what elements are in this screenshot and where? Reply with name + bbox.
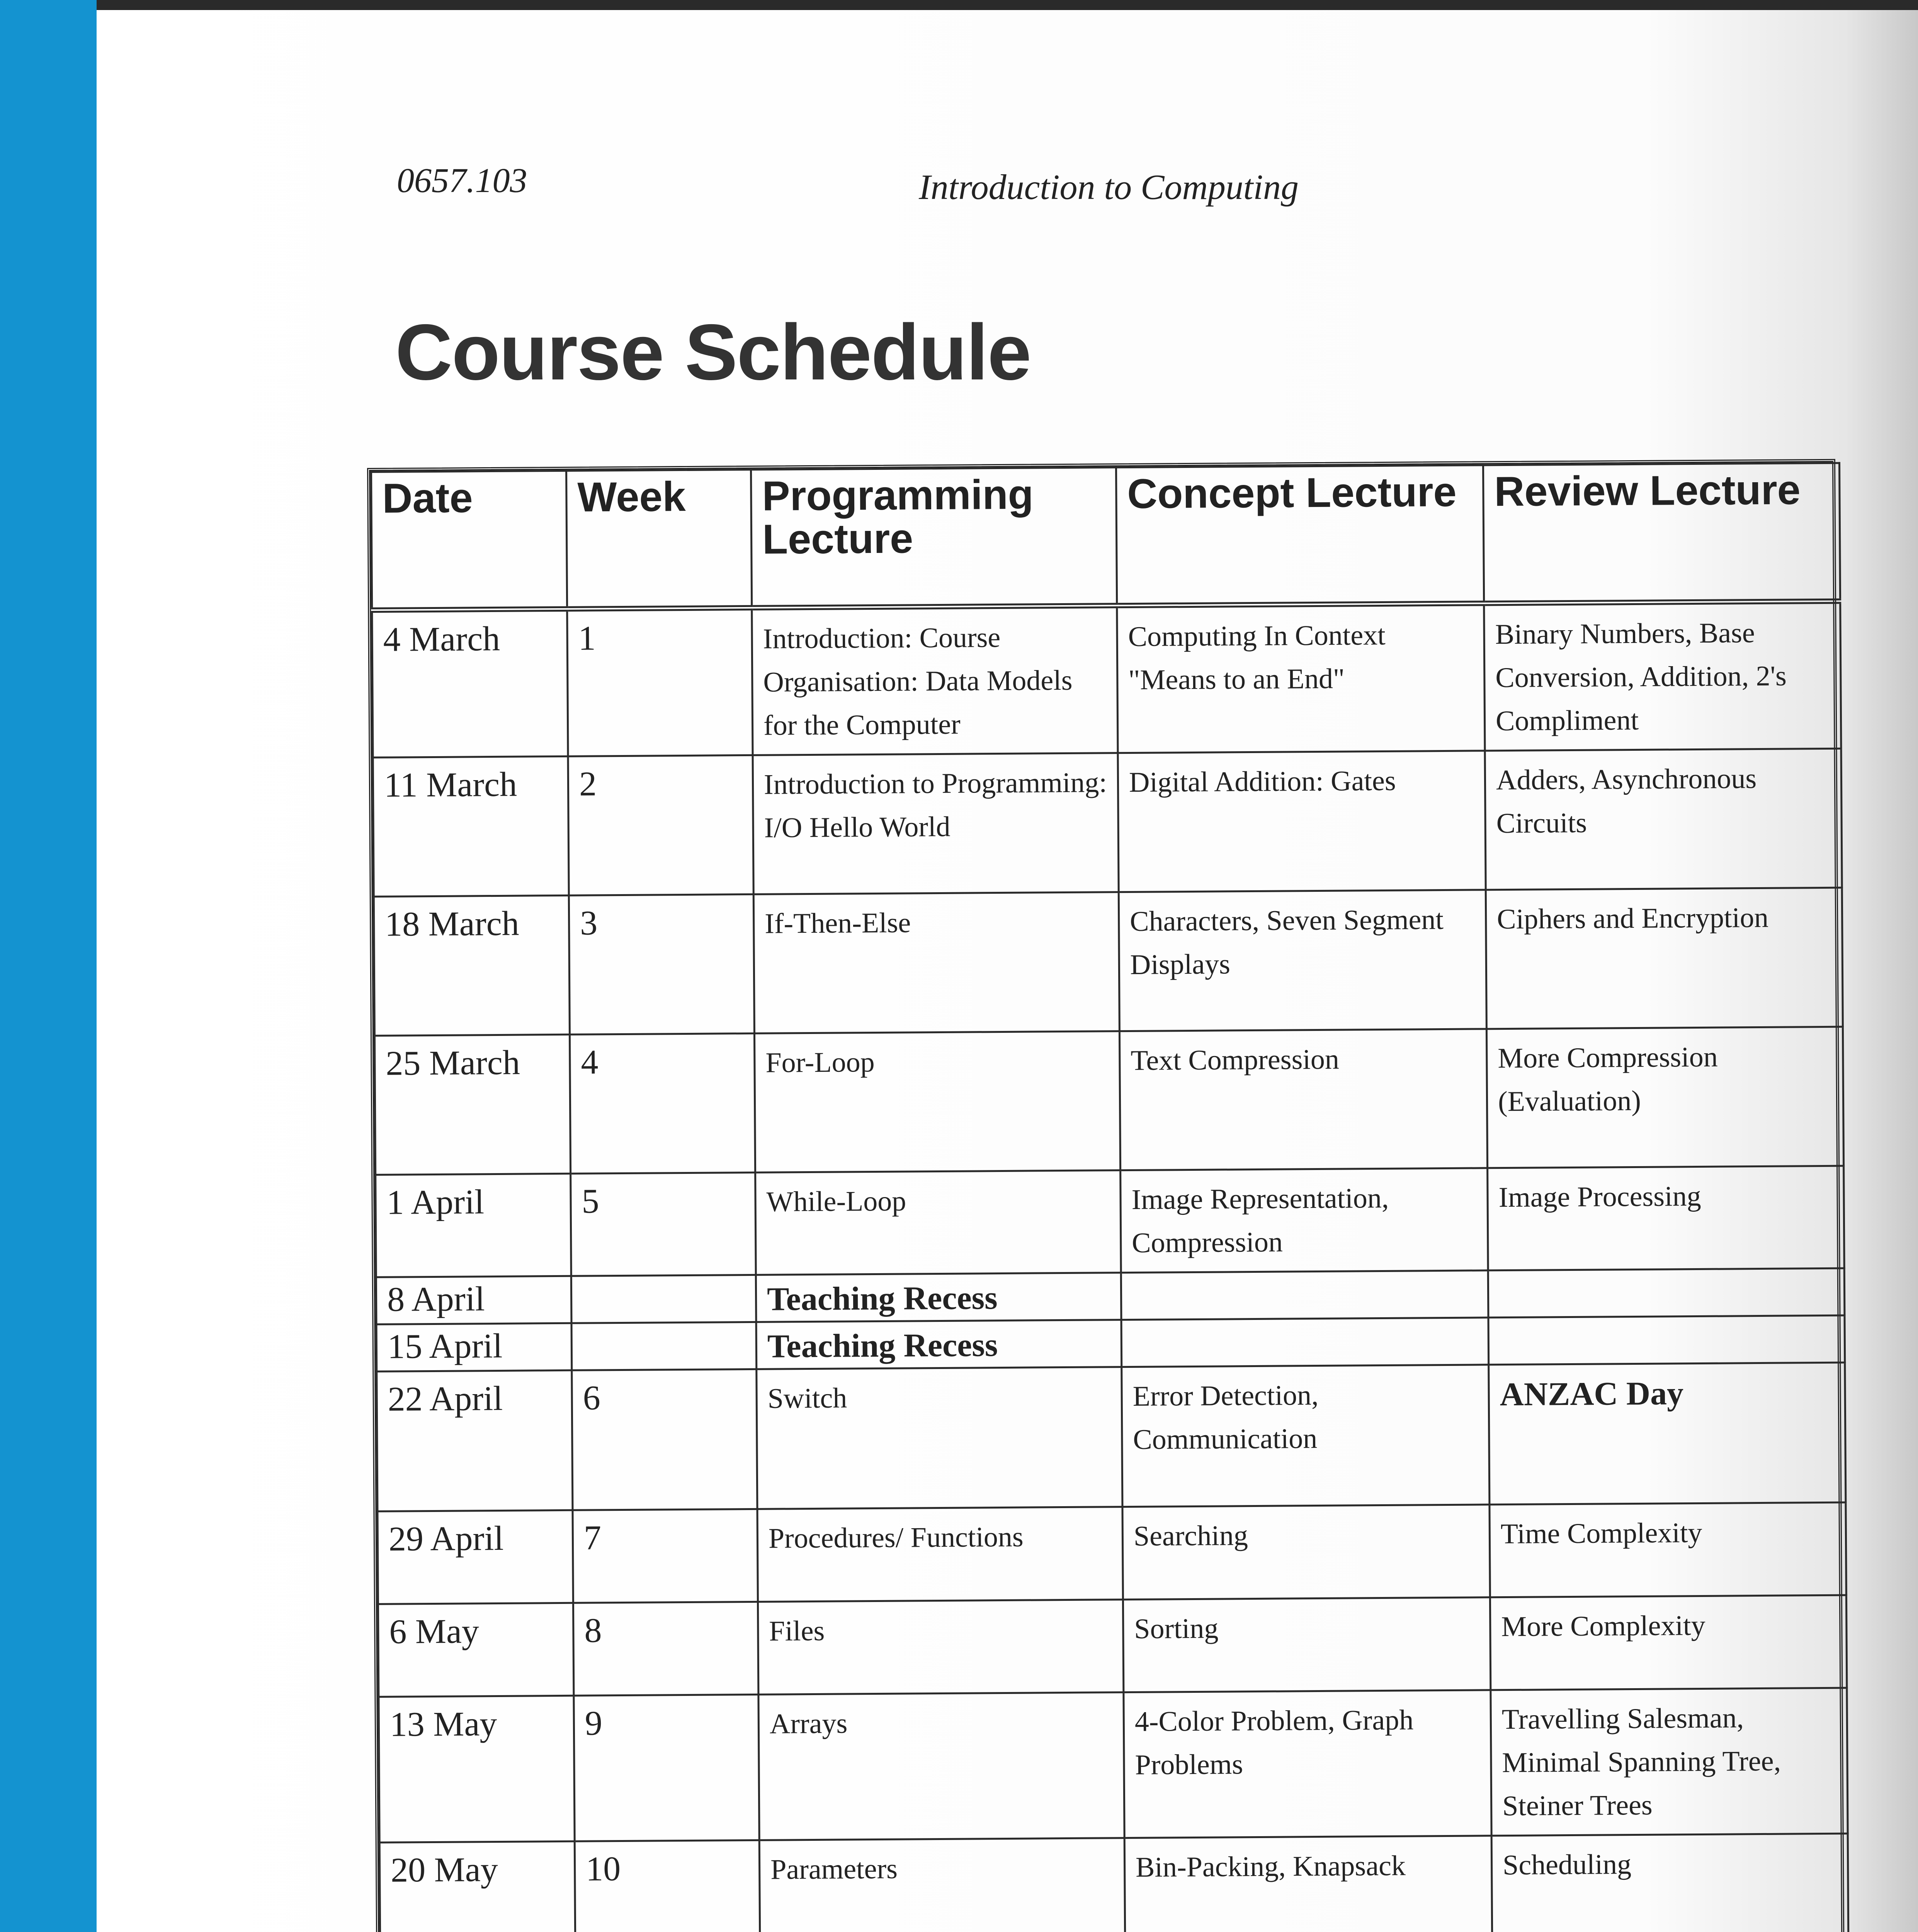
table-row [379,1688,1848,1842]
table-row [376,1315,1845,1371]
cell-review-lecture: Scheduling [1491,1833,1848,1932]
table-row [376,1268,1845,1324]
cell-date: 8 April [376,1276,571,1324]
cell-review-lecture: More Complexity [1490,1595,1847,1690]
table-row [377,1502,1846,1604]
schedule-table [370,462,1852,1932]
cell-concept-lecture: 4-Color Problem, Graph Problems [1124,1690,1491,1838]
cell-date: 1 April [376,1173,571,1277]
cell-week [571,1275,756,1323]
cell-week: 1 [567,608,753,756]
cell-week: 4 [570,1033,755,1173]
cell-week: 9 [574,1694,759,1841]
table-row [374,888,1843,1036]
cell-review-lecture: Adders, Asynchronous Circuits [1485,748,1842,890]
cell-date: 20 May [379,1841,575,1932]
cell-programming-lecture: Switch [757,1367,1122,1509]
cell-concept-lecture: Sorting [1123,1597,1490,1692]
cell-date: 22 April [377,1370,573,1511]
cell-date: 13 May [379,1696,575,1842]
scan-top-edge [97,0,1918,10]
cell-date: 4 March [372,609,568,758]
cell-concept-lecture: Error Detection, Communication [1122,1365,1490,1507]
cell-concept-lecture: Computing In Context "Means to an End" [1117,603,1485,753]
schedule-table-frame [367,459,1847,1932]
cell-programming-lecture: Files [758,1600,1123,1695]
cell-concept-lecture: Image Representation, Compression [1121,1168,1488,1273]
cell-week: 5 [571,1172,756,1276]
column-header-concept-lecture: Concept Lecture [1116,465,1484,605]
cell-concept-lecture [1121,1318,1489,1367]
table-row [379,1833,1848,1932]
table-row [377,1362,1846,1511]
cell-date: 15 April [376,1323,572,1371]
cell-review-lecture: Travelling Salesman, Minimal Spanning Tree, Steiner Trees [1491,1688,1848,1836]
cell-review-lecture: Image Processing [1488,1166,1845,1270]
course-code: 0657.103 [397,162,527,200]
cell-week: 6 [572,1369,757,1510]
cell-week: 7 [573,1509,758,1603]
cell-concept-lecture: Digital Addition: Gates [1118,751,1486,892]
cell-review-lecture [1488,1268,1845,1318]
cell-review-lecture: More Compression (Evaluation) [1486,1027,1843,1168]
document-page [97,10,1918,1932]
cell-date: 29 April [377,1510,573,1604]
table-row [378,1595,1847,1697]
cell-concept-lecture: Text Compression [1119,1029,1487,1170]
cell-programming-lecture: If-Then-Else [753,892,1119,1034]
cell-programming-lecture: Teaching Recess [756,1320,1122,1369]
cell-programming-lecture: Teaching Recess [756,1273,1121,1322]
column-header-programming-lecture: Programming Lecture [751,468,1117,608]
cell-programming-lecture: While-Loop [755,1170,1121,1275]
page-edge-background [0,0,97,1932]
column-header-date: Date [371,471,567,610]
cell-date: 18 March [374,895,570,1036]
cell-week: 8 [573,1602,758,1696]
cell-concept-lecture [1121,1270,1488,1320]
cell-week: 2 [568,755,753,895]
cell-programming-lecture: Procedures/ Functions [757,1507,1123,1602]
cell-review-lecture: Ciphers and Encryption [1486,888,1843,1029]
page-title: Course Schedule [395,308,1031,396]
table-row [372,601,1841,758]
cell-concept-lecture: Characters, Seven Segment Displays [1119,890,1486,1031]
cell-programming-lecture: Parameters [759,1838,1125,1932]
table-row [373,748,1842,896]
cell-review-lecture: Time Complexity [1490,1502,1846,1597]
cell-week: 10 [575,1840,760,1932]
cell-review-lecture: Binary Numbers, Base Conversion, Addition, 2's Compliment [1484,601,1841,751]
cell-week [571,1322,757,1370]
course-name: Introduction to Computing [919,167,1299,207]
cell-date: 6 May [378,1603,573,1697]
column-header-week: Week [566,469,752,609]
cell-review-lecture [1488,1315,1845,1365]
cell-programming-lecture: Introduction: Course Organisation: Data Models for the Computer [752,605,1118,755]
cell-review-lecture: ANZAC Day [1489,1362,1846,1505]
column-header-review-lecture: Review Lecture [1483,463,1840,603]
cell-date: 11 March [373,756,569,896]
table-header-row [371,463,1840,610]
table-row [374,1027,1843,1175]
cell-programming-lecture: Arrays [758,1692,1124,1840]
cell-concept-lecture: Searching [1122,1505,1490,1600]
cell-week: 3 [569,894,754,1034]
cell-programming-lecture: For-Loop [754,1031,1120,1173]
cell-concept-lecture: Bin-Packing, Knapsack [1124,1836,1492,1932]
cell-date: 25 March [374,1034,570,1175]
table-row [376,1166,1845,1277]
cell-programming-lecture: Introduction to Programming: I/O Hello World [753,753,1119,895]
